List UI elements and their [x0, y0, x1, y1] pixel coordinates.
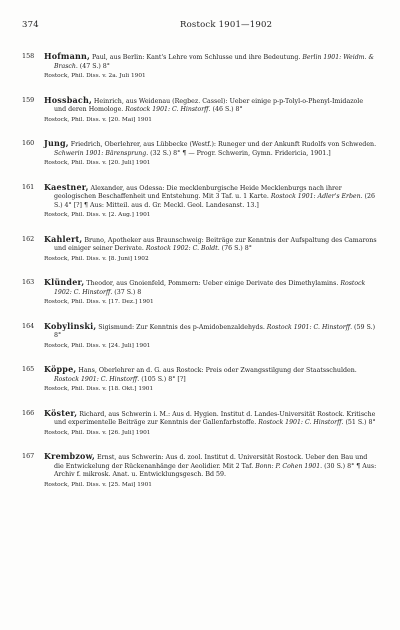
entry-imprint: Rostock 1901: C. Hinstorff. [258, 419, 344, 426]
entry-imprint: Rostock 1901: C. Hinstorff. [54, 375, 140, 383]
page-header [22, 20, 370, 32]
bibliography-list [22, 52, 377, 504]
entry-extent: (32 S.) 8° ¶ — Progr. Schwerin, Gymn. Fridericia, 1901.] [150, 149, 331, 157]
bibliography-entry [22, 278, 377, 307]
entry-title: Hans, Oberlehrer an d. G. aus Rostock: Preis oder Zwangsstilgung der Staatsschulden. [78, 367, 357, 374]
entry-imprint: Rostock 1902: C. Boldt. [145, 245, 220, 252]
dissertation-note: Rostock, Phil. Diss. v. [20. Mai] 1901 [44, 116, 152, 123]
entry-title: Paul, aus Berlin: Kant's Lehre vom Schlusse und ihre Bedeutung. [91, 54, 301, 61]
bibliography-entry [22, 235, 377, 264]
bibliography-entry [22, 322, 377, 351]
entry-number: 165 [22, 365, 35, 373]
entry-title: Friedrich, Oberlehrer, aus Lübbecke (Westf.): Runeger und der Ankunft Rudolfs von Schweden. [70, 141, 377, 148]
entry-number: 159 [22, 95, 35, 104]
dissertation-note: Rostock, Phil. Diss. v. [8. Juni] 1902 [44, 255, 149, 262]
entry-extent: (76 S.) 8° [221, 245, 252, 252]
author-name: Hossbach, [44, 94, 92, 105]
author-name: Hofmann, [44, 51, 91, 61]
dissertation-note: Rostock, Phil. Diss. v. [20. Juli] 1901 [44, 160, 151, 166]
entry-title: Alexander, aus Odessa: Die mecklenburgische Heide Mecklenburgs nach ihrer geologischen Beschaffenheit und Entstehung. Mit 3 Taf. u. 1 Karte. [54, 184, 342, 200]
entry-number: 162 [22, 234, 35, 243]
bibliography-entry [22, 409, 377, 438]
bibliography-entry [22, 96, 377, 125]
entry-title: Ernst, aus Schwerin: Aus d. zool. Institut d. Universität Rostock. Ueber den Bau und die Entwickelung der Rückenanhänge der Aeolidier. Mit 2 Taf. [54, 454, 368, 470]
bibliography-entry [22, 183, 377, 220]
author-name: Kaestner, [44, 181, 89, 192]
entry-extent: (105 S.) 8° [?] [141, 375, 186, 383]
entry-imprint: Rostock 1902: C. Hinstorff. [54, 280, 366, 296]
entry-imprint: Schwerin 1901: Bärensprung. [54, 149, 149, 157]
entry-title: Bruno, Apotheker aus Braunschweig: Beiträge zur Kenntnis der Aufspaltung des Camarons und einiger seiner Derivate. [54, 236, 377, 252]
author-name: Kobylinski, [44, 320, 97, 331]
author-name: Kahlert, [44, 233, 83, 244]
entry-title: Heinrich, aus Weidenau (Regbez. Cassel): Ueber einige p-p-Tolyl-o-Phenyl-Imidazole und deren Homologe. [54, 97, 364, 113]
dissertation-note: Rostock, Phil. Diss. v. 2a. Juli 1901 [44, 73, 146, 79]
bibliography-entry [22, 365, 377, 394]
author-name: Köster, [44, 407, 78, 418]
dissertation-note: Rostock, Phil. Diss. v. [26. Juli] 1901 [44, 429, 151, 436]
entry-title: Richard, aus Schwerin i. M.: Aus d. Hygien. Institut d. Landes-Universität Rostock. Kritische und experimentelle Beiträge zur Kenntnis der Gallenfarbstoffe. [54, 410, 376, 426]
page-number: 374 [22, 20, 39, 30]
author-name: Klünder, [44, 277, 85, 287]
entry-number: 167 [22, 452, 35, 460]
entry-extent: (59 S.) 8° [54, 323, 376, 339]
running-title: Rostock 1901—1902 [180, 20, 273, 30]
dissertation-note: Rostock, Phil. Diss. v. [18. Okt.] 1901 [44, 386, 154, 392]
entry-extent: (46 S.) 8° [212, 106, 243, 113]
entry-extent: (37 S.) 8 [114, 288, 142, 296]
entry-extent: (30 S.) 8° ¶ Aus: Archiv f. mikrosk. Anat. u. Entwicklungsgesch. Bd 59. [54, 462, 377, 478]
bibliography-entry [22, 139, 377, 168]
dissertation-note: Rostock, Phil. Diss. v. [2. Aug.] 1901 [44, 212, 151, 218]
author-name: Krembzow, [44, 451, 96, 461]
entry-number: 163 [22, 278, 35, 286]
entry-imprint: Rostock 1901: C. Hinstorff. [125, 106, 211, 113]
entry-imprint: Rostock 1901: C. Hinstorff. [266, 323, 353, 331]
dissertation-note: Rostock, Phil. Diss. v. [25. Mai] 1901 [44, 481, 152, 488]
entry-title: Sigismund: Zur Kenntnis des p-Amidobenzaldehyds. [98, 323, 265, 331]
author-name: Köppe, [44, 364, 77, 374]
entry-imprint: Rostock 1901: Adler's Erben. [270, 193, 363, 200]
entry-title: Theodor, aus Gnoienfeld, Pommern: Ueber einige Derivate des Dimethylamins. [86, 280, 339, 287]
entry-extent: (51 S.) 8° [345, 419, 376, 426]
entry-number: 166 [22, 408, 35, 417]
bibliography-entry [22, 52, 377, 81]
entry-number: 160 [22, 139, 35, 147]
entry-number: 158 [22, 52, 35, 60]
entry-imprint: Bonn: P. Cohen 1901. [255, 462, 323, 470]
dissertation-note: Rostock, Phil. Diss. v. [17. Dez.] 1901 [44, 299, 154, 305]
entry-number: 161 [22, 182, 35, 191]
dissertation-note: Rostock, Phil. Diss. v. [24. Juli] 1901 [44, 342, 151, 349]
entry-extent: (26 S.) 4° [?] ¶ Aus: Mitteil. aus d. Gr. Meckl. Geol. Landesanst. 13.] [54, 193, 375, 209]
bibliography-entry [22, 452, 377, 489]
entry-extent: (47 S.) 8° [79, 62, 110, 70]
entry-imprint: Berlin 1901: Weidm. & Brasch. [54, 54, 374, 70]
entry-number: 164 [22, 321, 35, 330]
author-name: Jung, [44, 138, 69, 148]
